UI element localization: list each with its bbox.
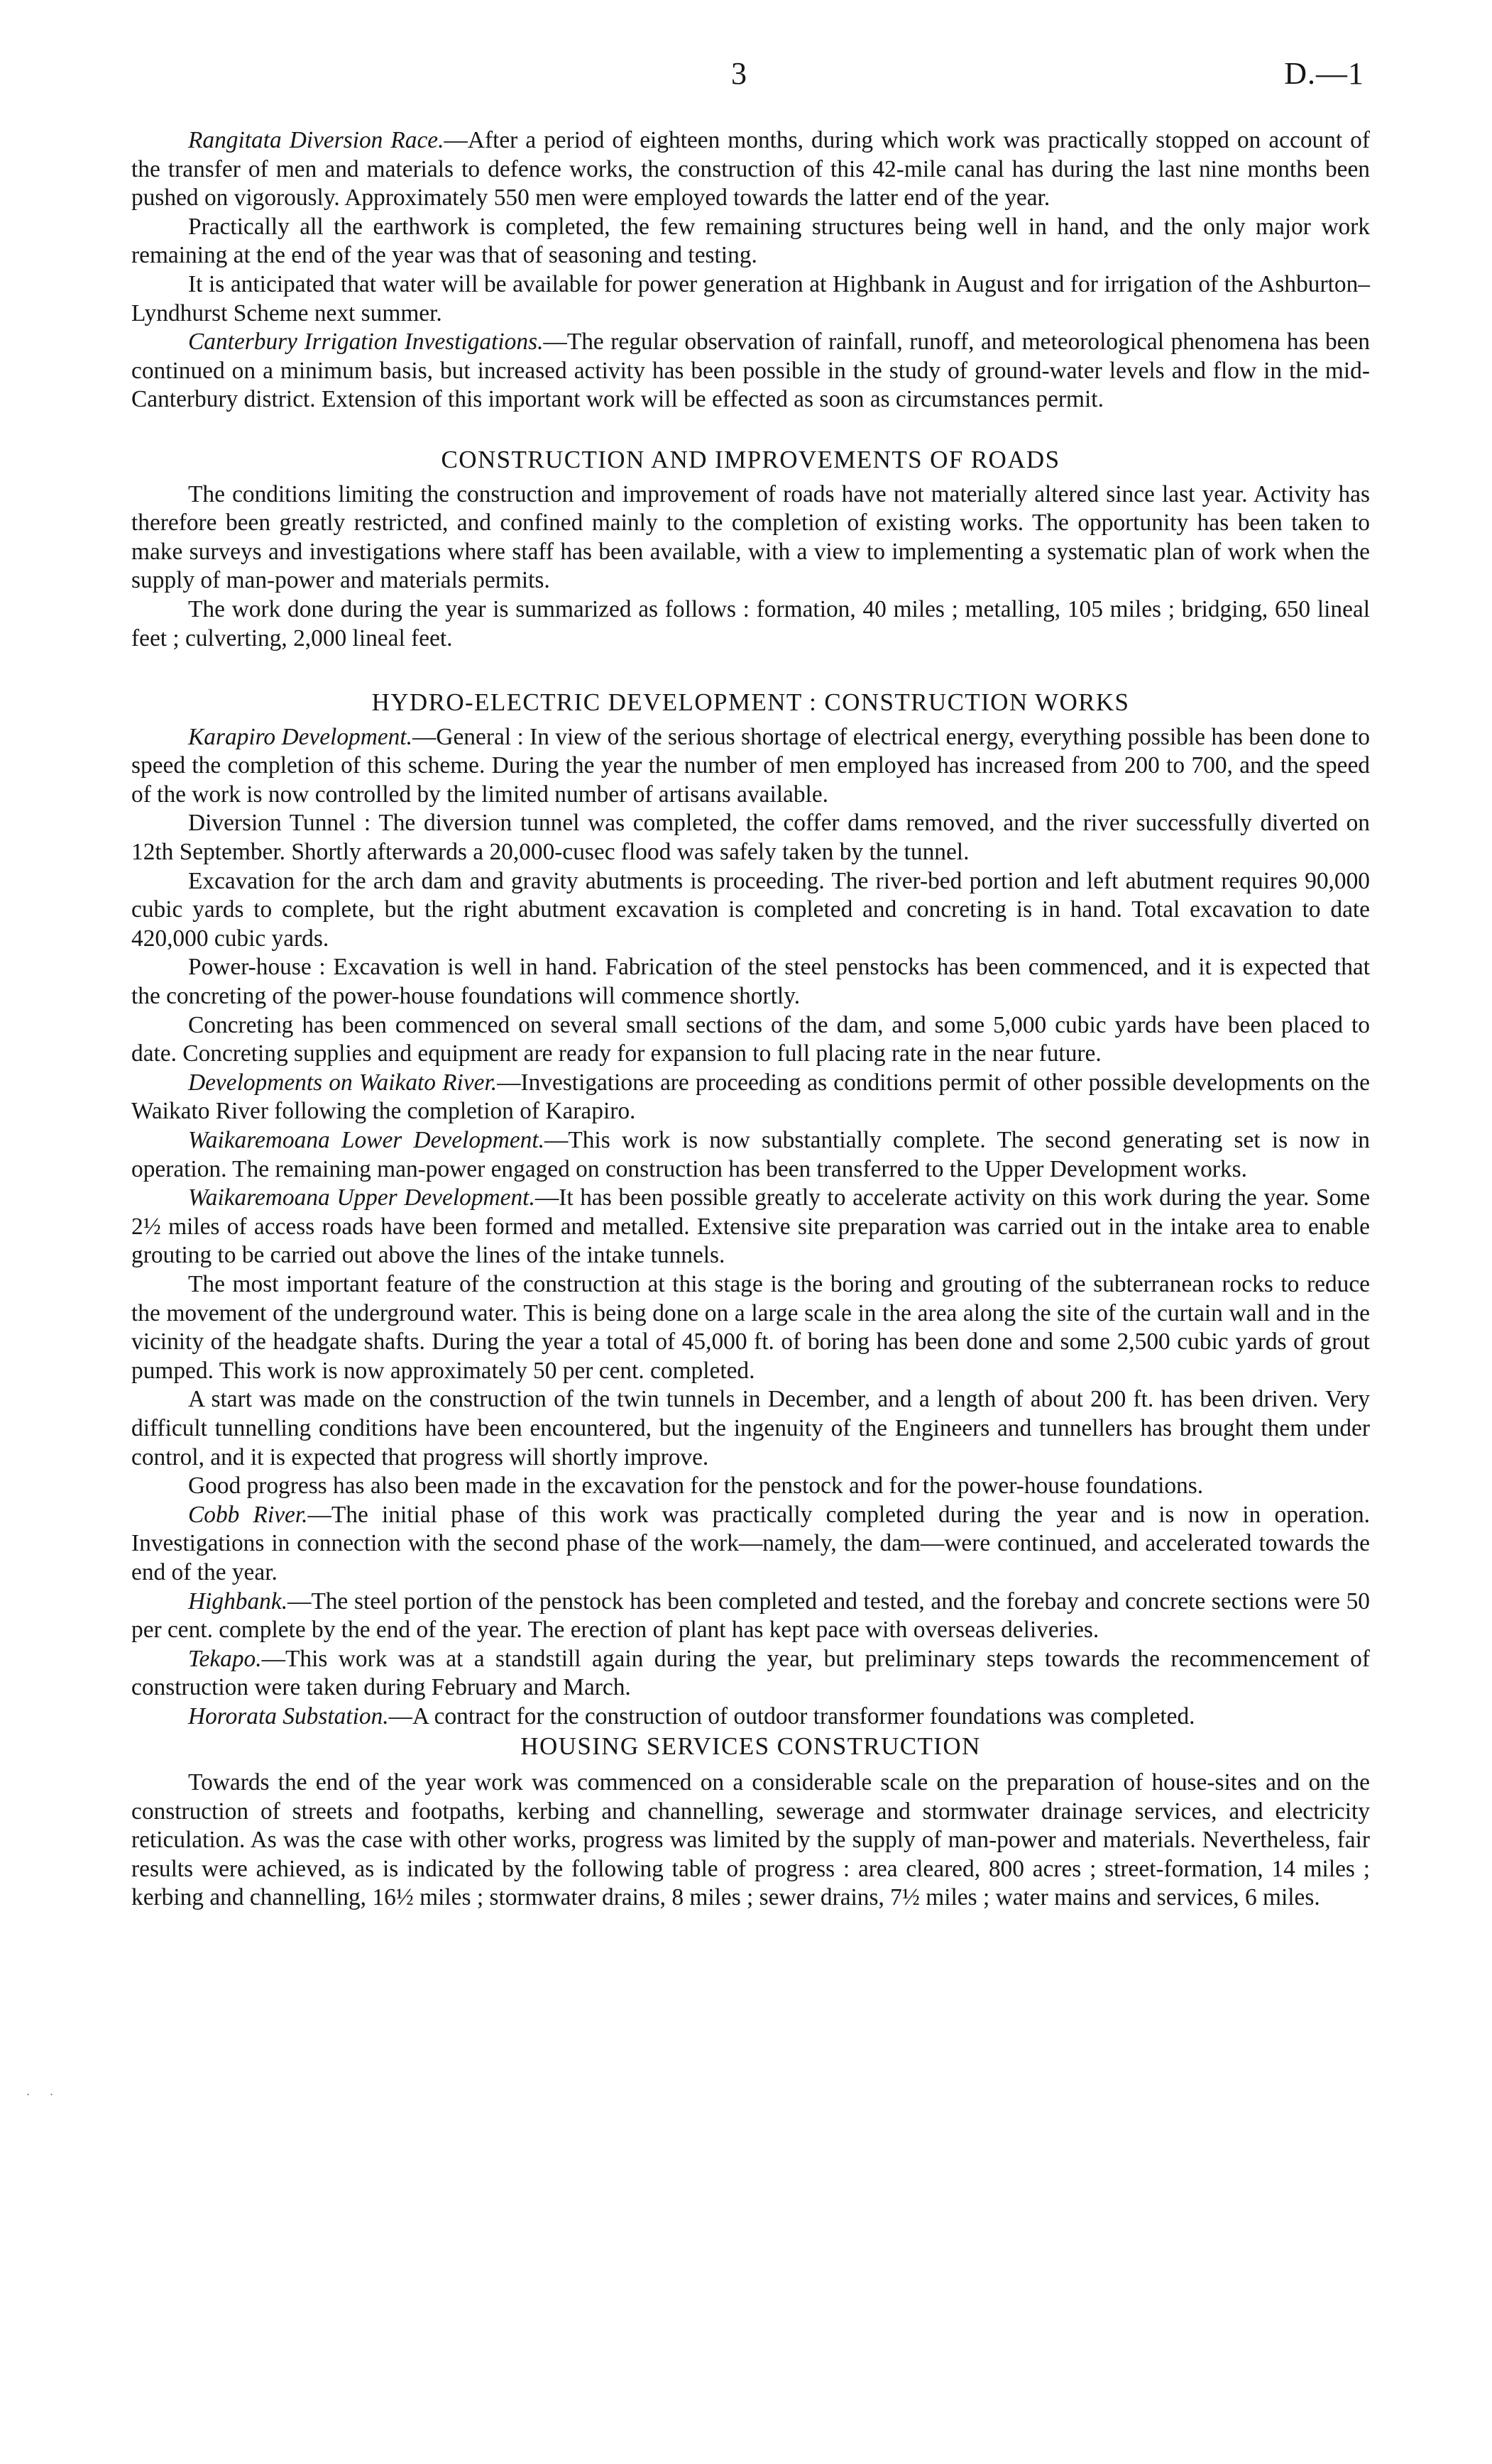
highbank-lead: Highbank. bbox=[188, 1588, 288, 1615]
excavation-paragraph: Excavation for the arch dam and gravity abutments is proceeding. The river-bed portion and left abutment requires 90,000 cubic yards to complete, but the right abutment excavation is completed and concreting is in hand. Total excavation to date 420,000 cubic yards. bbox=[131, 867, 1370, 952]
tekapo-paragraph bbox=[131, 1645, 1370, 1703]
page-number: 3 bbox=[731, 56, 747, 91]
waikaremoana-upper-lead: Waikaremoana Upper Development. bbox=[188, 1184, 535, 1211]
boring-grouting-paragraph: The most important feature of the construction at this stage is the boring and grouting of the subterranean rocks to reduce the movement of the underground water. This is being done on a large scale in the area along the site of the curtain wall and in the vicinity of the headgate shafts. During the year a total of 45,000 ft. of boring has been done and some 2,500 cubic yards of grout pumped. This work is now approximately 50 per cent. completed. bbox=[131, 1270, 1370, 1384]
waikato-text: —Investigations are proceeding as conditions permit of other possible developments on the Waikato River following the completion of Karapiro. bbox=[131, 1069, 1370, 1125]
page-header bbox=[0, 55, 1492, 98]
karapiro-lead: Karapiro Development. bbox=[188, 723, 412, 750]
waikato-lead: Developments on Waikato River. bbox=[188, 1069, 498, 1096]
tekapo-text: —This work was at a standstill again during the year, but preliminary steps towards the recommencement of construction were taken during February and March. bbox=[131, 1645, 1370, 1701]
roads-heading: CONSTRUCTION AND IMPROVEMENTS OF ROADS bbox=[441, 445, 1060, 473]
karapiro-paragraph bbox=[131, 723, 1370, 810]
roads-paragraph-1: The conditions limiting the construction and improvement of roads have not materially altered since last year. Activity has therefore been greatly restricted, and confined mainly to the completion of existing works. The opportunity has been taken to make surveys and investigations where staff has been available, with a view to implementing a systematic plan of work when the supply of man-power and materials permits. bbox=[131, 480, 1370, 594]
twin-tunnels-paragraph: A start was made on the construction of the twin tunnels in December, and a length of about 200 ft. has been driven. Very difficult tunnelling conditions have been encountered, but the ingenuity of the Engineers and tunnellers has brought them under control, and it is expected that progress will shortly improve. bbox=[131, 1386, 1370, 1470]
diversion-tunnel-paragraph: Diversion Tunnel : The diversion tunnel was completed, the coffer dams removed, and the river successfully diverted on 12th September. Shortly afterwards a 20,000-cusec flood was safely taken by the tunnel. bbox=[131, 810, 1370, 866]
rangitata-paragraph-2: Practically all the earthwork is completed, the few remaining structures being well in hand, and the only major work remaining at the end of the year was that of seasoning and testing. bbox=[131, 213, 1370, 269]
tekapo-lead: Tekapo. bbox=[188, 1645, 262, 1672]
cobb-river-text: —The initial phase of this work was practically completed during the year and is now in operation. Investigations in connection with the second phase of the work—namely, the dam—were continued, and accelerated towards the end of the year. bbox=[131, 1501, 1370, 1585]
highbank-text: —The steel portion of the penstock has been completed and tested, and the forebay and concrete sections were 50 per cent. complete by the end of the year. The erection of plant has kept pace with overseas deliveries. bbox=[131, 1588, 1370, 1644]
waikaremoana-lower-text: —This work is now substantially complete. The second generating set is now in operation. The remaining man-power engaged on construction has been transferred to the Upper Development works. bbox=[131, 1127, 1370, 1182]
canterbury-text: —The regular observation of rainfall, runoff, and meteorological phenomena has been continued on a minimum basis, but increased activity has been possible in the study of ground-water levels and flow in the mid-Canterbury district. Extension of this important work will be effected as soon as circumstances permit. bbox=[131, 329, 1370, 413]
document-reference: D.—1 bbox=[1284, 56, 1364, 91]
cobb-river-paragraph bbox=[131, 1501, 1370, 1588]
hororata-paragraph bbox=[131, 1703, 1370, 1732]
karapiro-text: —General : In view of the serious shortage of electrical energy, everything possible has been done to speed the completion of this scheme. During the year the number of men employed has increased from 200 to 700, and the speed of the work is now controlled by the limited number of artisans available. bbox=[131, 723, 1370, 808]
waikaremoana-lower-paragraph bbox=[131, 1126, 1370, 1184]
rangitata-paragraph-3: It is anticipated that water will be available for power generation at Highbank in August and for irrigation of the Ashburton–Lyndhurst Scheme next summer. bbox=[131, 270, 1370, 326]
canterbury-lead: Canterbury Irrigation Investigations. bbox=[188, 329, 544, 356]
hororata-text: —A contract for the construction of outdoor transformer foundations was completed. bbox=[388, 1703, 1195, 1729]
waikaremoana-upper-text: —It has been possible greatly to accelerate activity on this work during the year. Some 2½ miles of access roads have been formed and metalled. Extensive site preparation was carried out in the intake area to enable grouting to be carried out above the lines of the intake tunnels. bbox=[131, 1184, 1371, 1269]
roads-paragraph-2: The work done during the year is summarized as follows : formation, 40 miles ; metalling, 105 miles ; bridging, 650 lineal feet ; culverting, 2,000 lineal feet. bbox=[131, 595, 1370, 651]
hydro-heading: HYDRO-ELECTRIC DEVELOPMENT : CONSTRUCTION WORKS bbox=[371, 688, 1130, 717]
housing-heading: HOUSING SERVICES CONSTRUCTION bbox=[520, 1732, 981, 1761]
canterbury-paragraph bbox=[131, 328, 1370, 414]
rangitata-paragraph-1 bbox=[131, 126, 1370, 213]
rangitata-lead: Rangitata Diversion Race. bbox=[188, 127, 444, 153]
waikato-paragraph bbox=[131, 1069, 1370, 1126]
power-house-paragraph: Power-house : Excavation is well in hand. Fabrication of the steel penstocks has been commenced, and it is expected that the concreting of the power-house foundations will commence shortly. bbox=[131, 954, 1370, 1010]
highbank-paragraph bbox=[131, 1588, 1370, 1645]
rangitata-text: —After a period of eighteen months, during which work was practically stopped on account of the transfer of men and materials to defence works, the construction of this 42-mile canal has during the last nine months been pushed on vigorously. Approximately 550 men were employed towards the latter end of the year. bbox=[131, 127, 1370, 211]
hororata-lead: Hororata Substation. bbox=[188, 1703, 389, 1729]
waikaremoana-lower-lead: Waikaremoana Lower Development. bbox=[188, 1127, 544, 1153]
housing-paragraph: Towards the end of the year work was commenced on a considerable scale on the preparation of house-sites and on the construction of streets and footpaths, kerbing and channelling, sewerage and stormwater drainage services, and electricity reticulation. As was the case with other works, progress was limited by the supply of man-power and materials. Nevertheless, fair results were achieved, as is indicated by the following table of progress : area cleared, 800 acres ; street-formation, 14 miles ; kerbing and channelling, 16½ miles ; stormwater drains, 8 miles ; sewer drains, 7½ miles ; water mains and services, 6 miles. bbox=[131, 1769, 1370, 1911]
waikaremoana-upper-paragraph bbox=[131, 1184, 1370, 1270]
penstock-progress-paragraph: Good progress has also been made in the excavation for the penstock and for the power-house foundations. bbox=[188, 1473, 1204, 1500]
concreting-paragraph: Concreting has been commenced on several small sections of the dam, and some 5,000 cubic yards have been placed to date. Concreting supplies and equipment are ready for expansion to full placing rate in the near future. bbox=[131, 1011, 1370, 1067]
cobb-river-lead: Cobb River. bbox=[188, 1501, 308, 1528]
scan-specks: ˙ ˙ bbox=[26, 2090, 62, 2108]
page-body bbox=[131, 126, 1370, 1913]
